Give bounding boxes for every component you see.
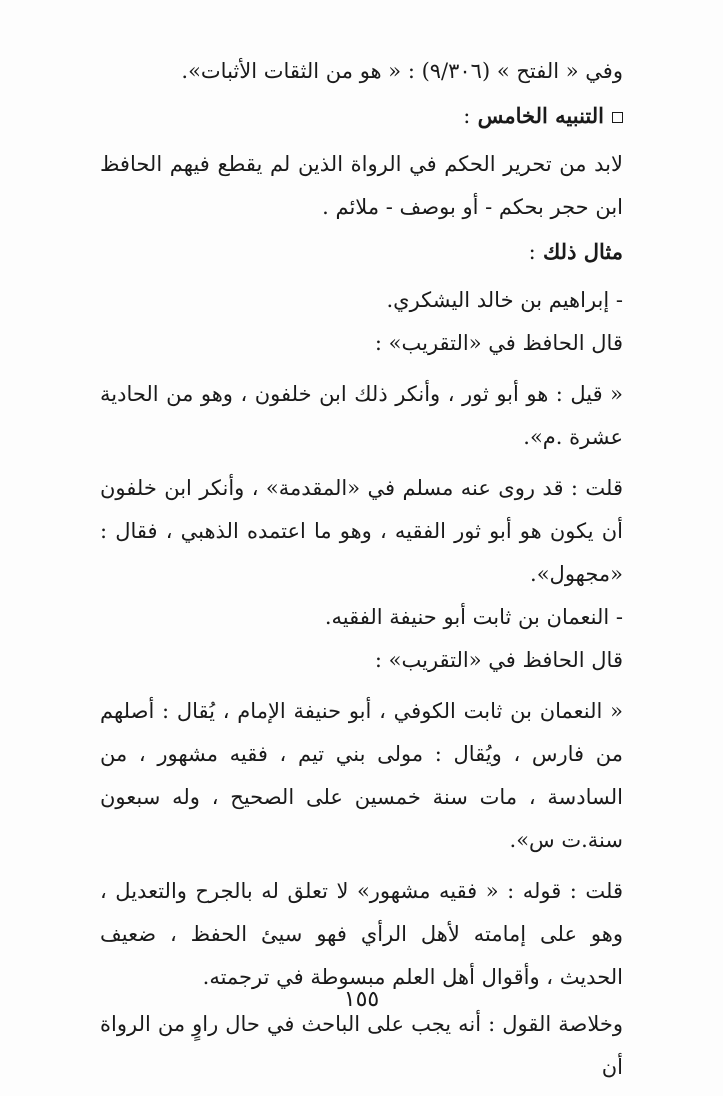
spacer: [100, 365, 623, 373]
fath-quote-line: وفي « الفتح » (٩/٣٠٦) : « هو من الثقات الأثبات».: [181, 59, 623, 83]
subheading-example: [100, 229, 623, 275]
conclusion-paragraph: وخلاصة القول : أنه يجب على الباحث في حال راوٍ من الرواة أن: [100, 1012, 623, 1079]
heading-colon: :: [463, 104, 471, 128]
page-body: [100, 50, 623, 1089]
hafiz-said-line-2: قال الحافظ في «التقريب» :: [374, 648, 623, 672]
paragraph-intro: لابد من تحرير الحكم في الرواة الذين لم يقطع فيهم الحافظ ابن حجر بحكم - أو بوصف - ملائم .: [100, 152, 623, 219]
subheading-text: مثال ذلك: [542, 239, 623, 264]
spacer: [100, 862, 623, 870]
taqrib-quote-numan: « النعمان بن ثابت الكوفي ، أبو حنيفة الإمام ، يُقال : أصلهم من فارس ، ويُقال : مولى بني تيم ، فقيه مشهور ، من السادسة ، مات سنة خمسين على الصحيح ، وله سبعون سنة.ت س».: [100, 699, 623, 852]
spacer: [100, 459, 623, 467]
narrator-name-numan: - النعمان بن ثابت أبو حنيفة الفقيه.: [324, 605, 623, 629]
section-heading-fifth-note: [100, 93, 623, 139]
narrator-name-ibrahim: - إبراهيم بن خالد اليشكري.: [386, 288, 623, 312]
square-bullet-icon: [612, 112, 623, 123]
spacer: [100, 682, 623, 690]
author-comment-numan: قلت : قوله : « فقيه مشهور» لا تعلق له بالجرح والتعديل ، وهو على إمامته لأهل الرأي فهو سيئ الحفظ ، ضعيف الحديث ، وأقوال أهل العلم مبسوطة في ترجمته.: [100, 879, 623, 989]
subheading-colon: :: [528, 240, 536, 264]
heading-text: التنبيه الخامس: [477, 103, 604, 128]
hafiz-said-line-1: قال الحافظ في «التقريب» :: [374, 331, 623, 355]
author-comment-ibrahim: قلت : قد روى عنه مسلم في «المقدمة» ، وأنكر ابن خلفون أن يكون هو أبو ثور الفقيه ، وهو ما اعتمده الذهبي ، فقال : «مجهول».: [100, 476, 623, 586]
page-number: ١٥٥: [343, 987, 380, 1012]
taqrib-quote-ibrahim: « قيل : هو أبو ثور ، وأنكر ذلك ابن خلفون ، وهو من الحادية عشرة .م».: [100, 382, 623, 449]
